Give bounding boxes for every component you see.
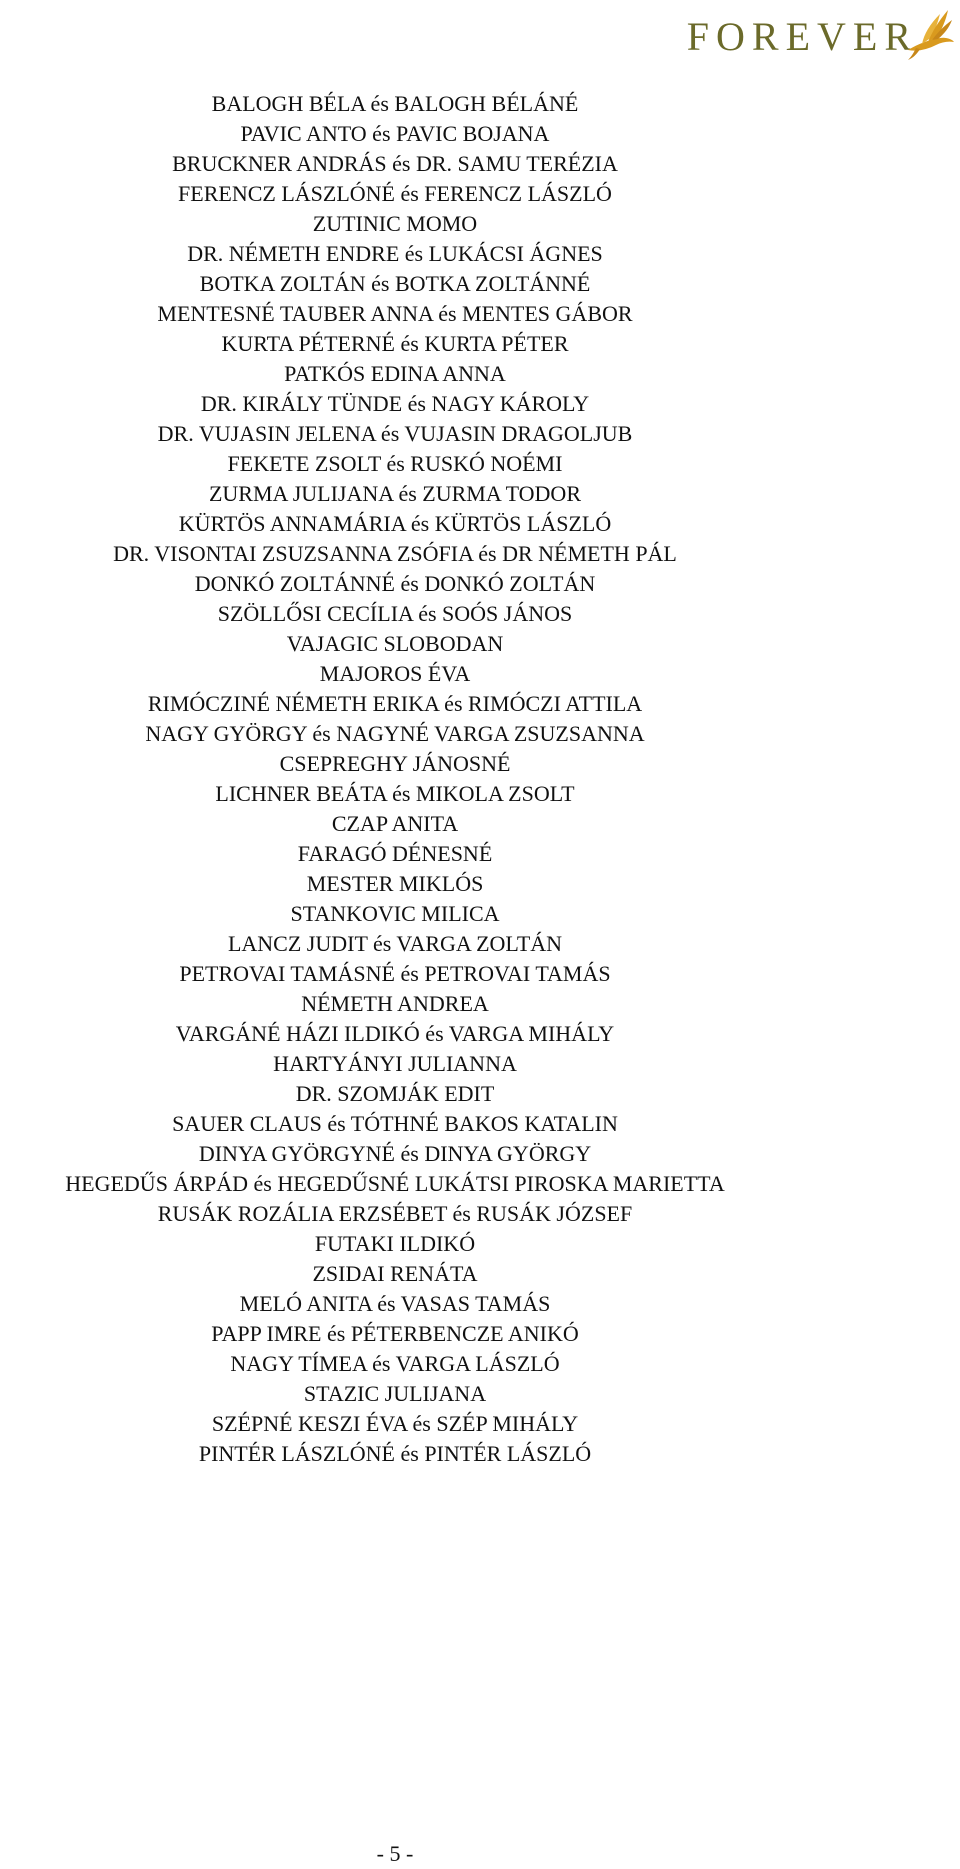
name-list-item: FARAGÓ DÉNESNÉ	[297, 841, 493, 866]
name-list-item: LICHNER BEÁTA és MIKOLA ZSOLT	[215, 781, 575, 806]
name-list-item: DR. VUJASIN JELENA és VUJASIN DRAGOLJUB	[157, 421, 633, 446]
name-list-item: DONKÓ ZOLTÁNNÉ és DONKÓ ZOLTÁN	[194, 571, 596, 596]
name-list-item: KURTA PÉTERNÉ és KURTA PÉTER	[221, 331, 569, 356]
name-list-item: PETROVAI TAMÁSNÉ és PETROVAI TAMÁS	[179, 961, 611, 986]
name-list-item: FUTAKI ILDIKÓ	[314, 1231, 476, 1256]
name-list-item: RIMÓCZINÉ NÉMETH ERIKA és RIMÓCZI ATTILA	[147, 691, 643, 716]
name-list-item: STAZIC JULIJANA	[303, 1381, 487, 1406]
name-list-item: MESTER MIKLÓS	[306, 871, 484, 896]
name-list-item: ZUTINIC MOMO	[312, 211, 478, 236]
page-number: - 5 -	[376, 1841, 414, 1866]
name-list-item: MENTESNÉ TAUBER ANNA és MENTES GÁBOR	[157, 301, 633, 326]
name-list-item: STANKOVIC MILICA	[290, 901, 500, 926]
name-list-item: CSEPREGHY JÁNOSNÉ	[279, 751, 511, 776]
name-list-item: BOTKA ZOLTÁN és BOTKA ZOLTÁNNÉ	[199, 271, 591, 296]
honoree-name-list	[0, 89, 790, 1469]
name-list-item: DR. NÉMETH ENDRE és LUKÁCSI ÁGNES	[187, 241, 603, 266]
name-list-item: NAGY GYÖRGY és NAGYNÉ VARGA ZSUZSANNA	[145, 721, 645, 746]
name-list-item: BALOGH BÉLA és BALOGH BÉLÁNÉ	[211, 91, 579, 116]
name-list-item: FERENCZ LÁSZLÓNÉ és FERENCZ LÁSZLÓ	[178, 181, 612, 206]
name-list-item: HEGEDŰS ÁRPÁD és HEGEDŰSNÉ LUKÁTSI PIROSKA MARIETTA	[65, 1171, 725, 1196]
name-list-item: MELÓ ANITA és VASAS TAMÁS	[239, 1291, 551, 1316]
name-list-item: CZAP ANITA	[331, 811, 459, 836]
name-list-item: PATKÓS EDINA ANNA	[284, 361, 506, 386]
name-list-item: DR. VISONTAI ZSUZSANNA ZSÓFIA és DR NÉMETH PÁL	[113, 541, 677, 566]
name-list-item: PAVIC ANTO és PAVIC BOJANA	[240, 121, 550, 146]
name-list-item: NÉMETH ANDREA	[301, 991, 489, 1016]
name-list-item: FEKETE ZSOLT és RUSKÓ NOÉMI	[227, 451, 563, 476]
name-list-item: PINTÉR LÁSZLÓNÉ és PINTÉR LÁSZLÓ	[198, 1441, 592, 1466]
name-list-item: KÜRTÖS ANNAMÁRIA és KÜRTÖS LÁSZLÓ	[178, 511, 612, 536]
forever-logo	[687, 4, 956, 64]
name-list-item: VAJAGIC SLOBODAN	[286, 631, 504, 656]
name-list-item: MAJOROS ÉVA	[319, 661, 471, 686]
name-list-item: ZSIDAI RENÁTA	[312, 1261, 478, 1286]
name-list-item: VARGÁNÉ HÁZI ILDIKÓ és VARGA MIHÁLY	[175, 1021, 615, 1046]
name-list-item: DR. SZOMJÁK EDIT	[295, 1081, 495, 1106]
name-list-item: DR. KIRÁLY TÜNDE és NAGY KÁROLY	[200, 391, 590, 416]
golden-bird-icon	[902, 4, 956, 64]
name-list-item: SAUER CLAUS és TÓTHNÉ BAKOS KATALIN	[172, 1111, 618, 1136]
name-list-item: SZÖLLŐSI CECÍLIA és SOÓS JÁNOS	[217, 601, 573, 626]
name-list-item: PAPP IMRE és PÉTERBENCZE ANIKÓ	[211, 1321, 579, 1346]
name-list-item: NAGY TÍMEA és VARGA LÁSZLÓ	[230, 1351, 560, 1376]
name-list-item: LANCZ JUDIT és VARGA ZOLTÁN	[227, 931, 563, 956]
logo-wordmark: FOREVER	[686, 14, 918, 59]
name-list-item: BRUCKNER ANDRÁS és DR. SAMU TERÉZIA	[172, 151, 618, 176]
name-list-item: RUSÁK ROZÁLIA ERZSÉBET és RUSÁK JÓZSEF	[157, 1201, 633, 1226]
name-list-item: ZURMA JULIJANA és ZURMA TODOR	[208, 481, 581, 506]
name-list-item: DINYA GYÖRGYNÉ és DINYA GYÖRGY	[198, 1141, 592, 1166]
name-list-item: SZÉPNÉ KESZI ÉVA és SZÉP MIHÁLY	[211, 1411, 579, 1436]
name-list-item: HARTYÁNYI JULIANNA	[273, 1051, 517, 1076]
